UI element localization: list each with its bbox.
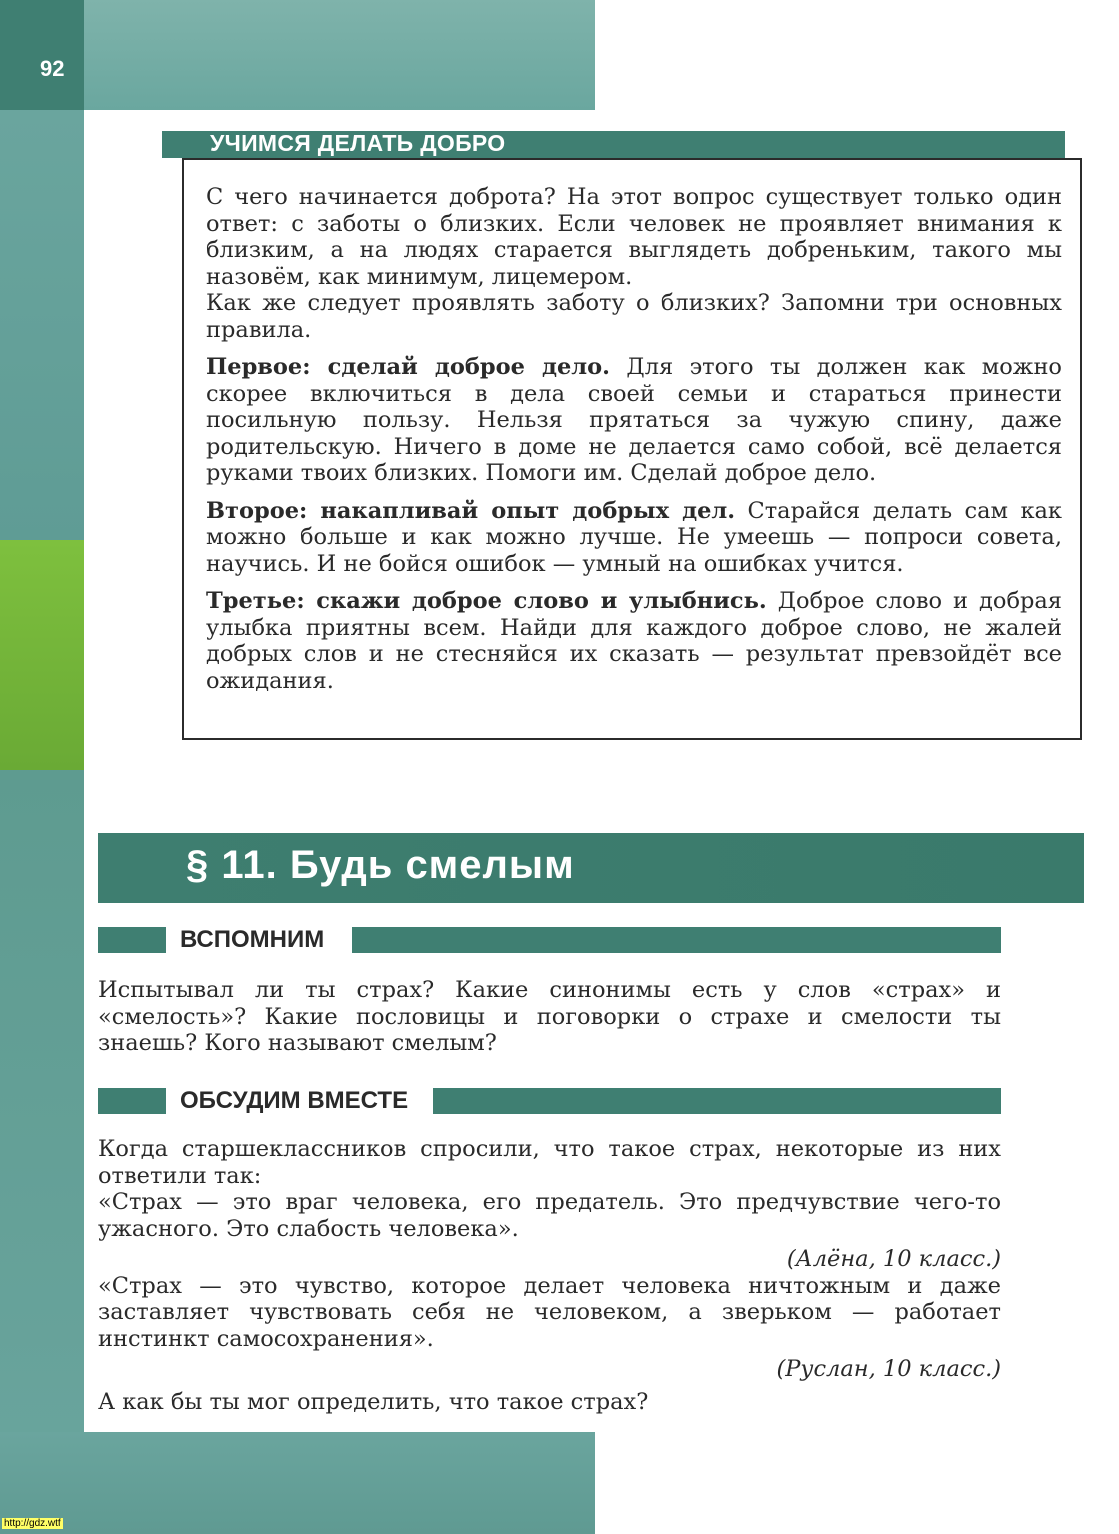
rule-1 <box>206 354 1062 487</box>
decor-green-left <box>0 540 84 770</box>
discuss-text <box>98 1136 1001 1415</box>
rule-3-text: Доброе слово и добрая улыбка приятны всем. Найди для каждого доброе слово, не жалей добрых слов и не стесняйся их сказать — результат превзойдёт все ожидания. <box>206 588 1062 694</box>
box-intro-1: С чего начинается доброта? На этот вопрос существует только один ответ: с заботы о близких. Если человек не проявляет внимания к близким, а на людях старается выглядеть добреньким, такого мы назовём, как минимум, лицемером. <box>206 184 1062 290</box>
discuss-bar-left <box>98 1088 166 1114</box>
quote-1: «Страх — это враг человека, его предатель. Это предчувствие чего-то ужасного. Это слабость человека». <box>98 1189 1001 1242</box>
section-title: § 11. Будь смелым <box>186 843 575 887</box>
box-intro-2: Как же следует проявлять заботу о близких? Запомни три основных правила. <box>206 290 1062 343</box>
rule-2-heading: Второе: накапливай опыт добрых дел. <box>206 497 736 524</box>
discuss-intro: Когда старшеклассников спросили, что такое страх, некоторые из них ответили так: <box>98 1136 1001 1189</box>
rule-3-heading: Третье: скажи доброе слово и улыбнись. <box>206 588 767 614</box>
rule-1-heading: Первое: сделай доброе дело. <box>206 354 611 380</box>
decor-teal-left <box>0 110 84 540</box>
footer-url: http://gdz.wtf <box>4 1518 61 1529</box>
info-box-title: УЧИМСЯ ДЕЛАТЬ ДОБРО <box>210 130 506 156</box>
info-box-text <box>206 184 1062 694</box>
page-number: 92 <box>40 56 65 81</box>
decor-dark-corner <box>0 0 84 110</box>
quote-2: «Страх — это чувство, которое делает человека ничтожным и даже заставляет чувствовать себя не человеком, а зверьком — работает инстинкт самосохранения». <box>98 1272 1001 1352</box>
rule-2-text: Старайся делать сам как можно больше и как можно лучше. Не умеешь — попроси совета, научись. И не бойся ошибок — умный на ошибках учится. <box>206 497 1062 577</box>
decor-teal-left-lower <box>0 770 84 1534</box>
decor-teal-bottom <box>0 1432 595 1534</box>
quote-1-signature: (Алёна, 10 класс.) <box>786 1246 1001 1272</box>
discuss-question: А как бы ты мог определить, что такое страх? <box>98 1388 649 1415</box>
recall-paragraph: Испытывал ли ты страх? Какие синонимы есть у слов «страх» и «смелость»? Какие пословицы и поговорки о страхе и смелости ты знаешь? Кого называют смелым? <box>98 977 1001 1056</box>
recall-title: ВСПОМНИМ <box>180 926 325 953</box>
decor-teal-top <box>0 0 595 110</box>
rule-1-text: Для этого ты должен как можно скорее включиться в дела своей семьи и стараться принести посильную пользу. Нельзя прятаться за чужую спину, даже родительскую. Ничего в доме не делается само собой, всё делается руками твоих близких. Помоги им. Сделай доброе дело. <box>206 354 1062 486</box>
recall-text <box>98 977 1001 1057</box>
rule-3 <box>206 588 1062 694</box>
discuss-bar-right <box>433 1088 1001 1114</box>
recall-bar-left <box>98 927 166 953</box>
rule-2 <box>206 498 1062 578</box>
discuss-title: ОБСУДИМ ВМЕСТЕ <box>180 1087 409 1114</box>
quote-2-signature: (Руслан, 10 класс.) <box>776 1356 1001 1382</box>
recall-bar-right <box>352 927 1001 953</box>
